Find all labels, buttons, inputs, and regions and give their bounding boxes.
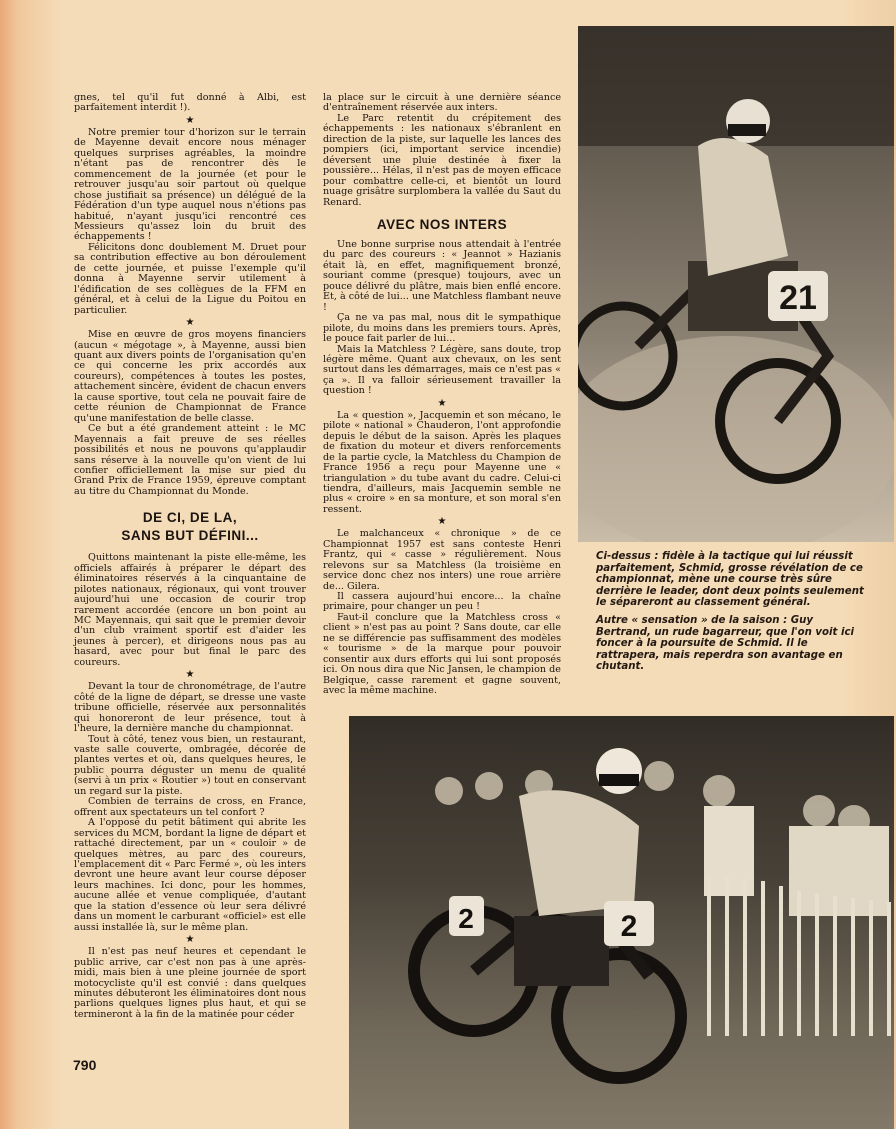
page-number: 790 bbox=[73, 1057, 97, 1073]
paragraph: Combien de terrains de cross, en France, offrent aux spectateurs un tel confort ? bbox=[74, 796, 306, 818]
paragraph: Mise en œuvre de gros moyens financiers (aucun « mégotage », à Mayenne, aussi bien quant aux divers points de l'organisation qu'en ce qui concerne les prix accordés aux coureurs), compétences à toutes les postes, attachement sincère, évident de chacun envers la cause sportive, tout cela ne pouvait faire de cette réunion de Championnat de France qu'une manifestation de belle classe. bbox=[74, 329, 306, 424]
paragraph: Devant la tour de chronométrage, de l'autre côté de la ligne de départ, se dresse une vaste tribune officielle, réservée aux personnalités qui honoreront de leur présence, tout à l'heure, la dernière manche du championnat. bbox=[74, 681, 306, 735]
paragraph: La « question », Jacquemin et son mécano, le pilote « national » Chauderon, l'ont approfondie depuis le début de la saison. Après les plaques de fixation du moteur et divers renforcements de la partie cycle, la Matchless du Champion de France 1956 a reçu pour Mayenne une « triangulation » du tube avant du cadre. Celui-ci tiendra, d'ailleurs, mais Jacquemin semble ne plus « croire » en sa monture, et son moral s'en ressent. bbox=[323, 409, 561, 515]
photo-illustration bbox=[578, 26, 894, 542]
paragraph: Le malchanceux « chronique » de ce Championnat 1957 est sans conteste Henri Frantz, qui « casse » régulièrement. Nous relevons sur sa Matchless (la troisième en service donc chez nos inters) une roue arrière de... Gilera. bbox=[323, 528, 561, 592]
paragraph: la place sur le circuit à une dernière séance d'entraînement réservée aux inters. bbox=[323, 92, 561, 114]
photo-caption bbox=[596, 551, 868, 679]
article-column-right bbox=[323, 93, 561, 697]
paragraph: Une bonne surprise nous attendait à l'entrée du parc des coureurs : « Jeannot » Hazianis était là, en effet, magnifiquement bronzé, souriant comme (presque) toujours, avec un pouce délivré du plâtre, mais bien enflé encore. Et, à côté de lui... une Matchless flambant neuve ! bbox=[323, 238, 561, 313]
paragraph: Ce but a été grandement atteint : le MC Mayennais a fait preuve de ses réelles possibilités et nous ne pouvons qu'applaudir sans réserve à la nouvelle qu'on vient de lui confier officiellement la mise sur pied du Grand Prix de France 1959, épreuve comptant au titre du Championnat du Monde. bbox=[74, 423, 306, 497]
star-separator: ★ bbox=[185, 317, 195, 329]
plate-number: 2 bbox=[458, 903, 474, 934]
section-heading: AVEC NOS INTERS bbox=[376, 216, 508, 232]
paragraph: Le Parc retentit du crépitement des échappements : les nationaux s'ébranlent en direction de la piste, sur laquelle les lances des pompiers (ici, important service incendie) déversent une pluie destinée à fixer la poussière... Hélas, il n'est pas de moyen efficace pour combattre celle-ci, et bientôt un lourd nuage grisâtre surplombera la vallée du Saut du Renard. bbox=[323, 112, 561, 208]
paragraph: Notre premier tour d'horizon sur le terrain de Mayenne devait encore nous ménager quelques surprises agréables, la moindre n'étant pas de rencontrer dès le commencement de la journée (et pour le retrouver jusqu'au soir partout où quelque chose justifiait sa présence) un délégué de la Fédération d'un type auquel nous n'étions pas habitué, n'ayant jusqu'ici rencontré ces Messieurs qu'assez loin du bruit des échappements ! bbox=[74, 126, 306, 243]
photo-motocross-rider-bertrand bbox=[349, 716, 894, 1129]
paragraph: Il cassera aujourd'hui encore... la chaîne primaire, pour changer un peu ! bbox=[323, 591, 561, 613]
caption-paragraph: Ci-dessus : fidèle à la tactique qui lui réussit parfaitement, Schmid, grosse révélation de ce championnat, mène une course très sûre derrière le leader, dont deux points seulement le sépareront au classement général. bbox=[596, 551, 864, 609]
paragraph: Félicitons donc doublement M. Druet pour sa contribution effective au bon déroulement de cette journée, et puisse l'exemple qu'il donna à Mayenne servir utilement à l'édification de ses collègues de la FFM en général, et à celui de la Ligue du Poitou en particulier. bbox=[74, 241, 306, 316]
plate-number: 21 bbox=[779, 279, 817, 317]
paragraph: Quittons maintenant la piste elle-même, les officiels affairés à préparer le départ des éliminatoires réservés à la cinquantaine de pilotes nationaux, régionaux, qui vont trouver aujourd'hui une occasion de courir trop rarement accordée (encore un bon point au MC Mayennais, qui sait que le premier devoir d'un club vraiment sportif est d'aider les jeunes à percer), et dirigeons nous pas au hasard, avec pour but final le parc des coureurs. bbox=[74, 552, 306, 668]
star-separator: ★ bbox=[185, 114, 195, 126]
paragraph: Il n'est pas neuf heures et cependant le public arrive, car c'est non pas à une après-midi, mais bien à une pleine journée de sport motocycliste qu'il est convié : dans quelques minutes débuteront les éliminatoires dont nous parlions quelques lignes plus haut, et qui se termineront à la fin de la matinée pour céder bbox=[74, 946, 306, 1020]
star-separator: ★ bbox=[437, 397, 447, 409]
paragraph: A l'opposé du petit bâtiment qui abrite les services du MCM, bordant la ligne de départ et rattaché directement, par un « couloir » de quelques mètres, au parc des coureurs, l'emplacement dit « Parc Fermé », où les inters devront une heure avant leur course déposer leurs machines. Ici donc, pour les hommes, aucune allée et venue compliquée, d'autant que la station d'essence où leur sera délivré dans un moment le carburant «officiel» est elle aussi installée là, sur le même plan. bbox=[74, 817, 306, 933]
photo-motocross-rider-schmid bbox=[578, 26, 894, 542]
section-heading: SANS BUT DÉFINI... bbox=[121, 528, 259, 544]
photo-illustration bbox=[349, 716, 894, 1129]
paragraph: gnes, tel qu'il fut donné à Albi, est parfaitement interdit !). bbox=[74, 92, 306, 114]
paragraph: Faut-il conclure que la Matchless cross « client » n'est pas au point ? Sans doute, car elle ne se différencie pas suffisamment des modèles « tourisme » de la marque pour pouvoir consentir aux durs efforts qui lui sont proposés ici. On nous dira que Nic Jansen, le champion de Belgique, casse rarement et gagne souvent, avec la même machine. bbox=[323, 611, 561, 697]
caption-paragraph: Autre « sensation » de la saison : Guy Bertrand, un rude bagarreur, que l'on voit ici foncer à la poursuite de Schmid. Il le rattrapera, mais reperdra son avantage en chutant. bbox=[596, 614, 854, 673]
article-column-left bbox=[74, 93, 306, 1020]
paragraph: Mais la Matchless ? Légère, sans doute, trop légère même. Quant aux chevaux, on les sent surtout dans les démarrages, mais ce n'est pas « ça ». Il va falloir sérieusement travailler la question ! bbox=[323, 343, 561, 397]
paragraph: Ça ne va pas mal, nous dit le sympathique pilote, du moins dans les premiers tours. Après, le pouce fait parler de lui... bbox=[323, 312, 561, 345]
star-separator: ★ bbox=[437, 516, 447, 528]
section-heading: DE CI, DE LA, bbox=[142, 510, 238, 526]
paragraph: Tout à côté, tenez vous bien, un restaurant, vaste salle couverte, ombragée, décorée de plantes vertes et où, dans quelques heures, le public pourra déguster un menu de qualité (servi à un prix « Routier ») tout en conservant un regard sur la piste. bbox=[74, 733, 306, 797]
star-separator: ★ bbox=[185, 934, 195, 946]
plate-number: 2 bbox=[620, 910, 638, 943]
star-separator: ★ bbox=[185, 669, 195, 681]
